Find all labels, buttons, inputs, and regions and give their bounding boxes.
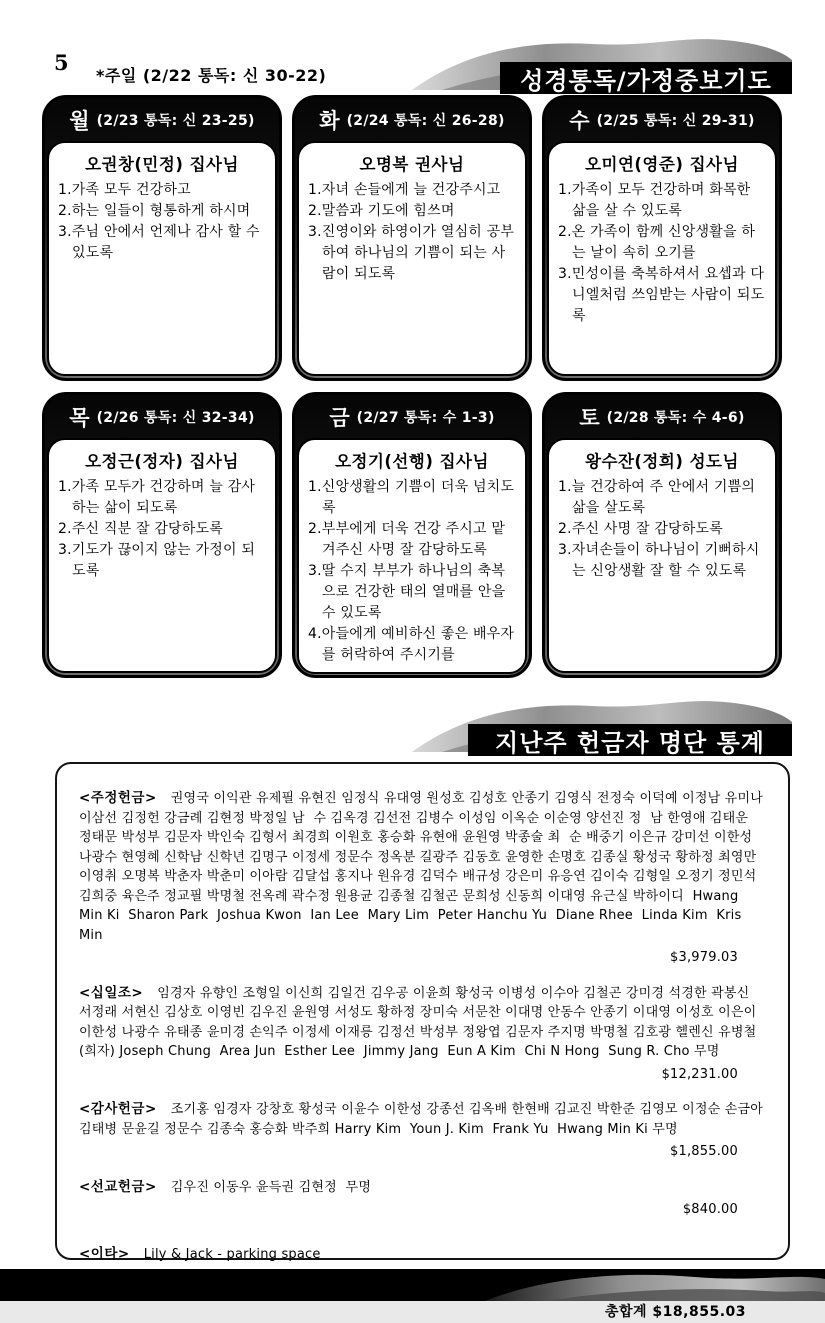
prayer-item: 1.신앙생활의 기쁨이 더욱 넘치도록	[308, 479, 515, 516]
reading-info: (2/27 통독: 수 1-3)	[356, 409, 495, 426]
card-body	[297, 438, 527, 674]
offering-section-tithe	[79, 983, 764, 1085]
prayer-item: 1.자녀 손들에게 늘 건강주시고	[308, 182, 501, 198]
prayer-card-tue	[292, 95, 532, 381]
prayer-card-wed	[542, 95, 782, 381]
reading-info: (2/26 통독: 신 32-34)	[96, 409, 255, 426]
card-body	[547, 438, 777, 673]
person-name: 오권창(민정) 집사님	[85, 155, 239, 174]
card-body	[547, 141, 777, 376]
prayer-item: 3.기도가 끊이지 않는 가정이 되도록	[58, 542, 256, 579]
section-label: <주정헌금>	[79, 790, 157, 806]
names-line	[79, 983, 764, 1062]
prayer-item: 3.주님 안에서 언제나 감사 할 수 있도록	[58, 224, 260, 261]
prayer-card-sat	[542, 392, 782, 678]
banner-title-bible-reading: 성경통독/가정중보기도	[500, 62, 792, 94]
wave-decoration-icon	[485, 1269, 825, 1301]
person-name: 왕수잔(정희) 성도님	[585, 452, 739, 471]
day-label: 목	[69, 405, 90, 430]
offering-section-thanksgiving	[79, 1099, 768, 1162]
prayer-card-thu	[42, 392, 282, 678]
section-amount: $1,855.00	[670, 1144, 738, 1159]
day-label: 수	[569, 108, 590, 133]
offering-total	[79, 1302, 764, 1323]
donor-names: 권영국 이익관 유제필 유현진 임정식 유대영 원성호 김성호 안종기 김영식 전정숙 이덕예 이정남 유미나 이삼선 김정헌 강금례 김현정 박정일 남 수 김옥경 김선전 김병수 이성임 이옥순 이순영 양선진 정 남 한영애 김태운 정태문 박성부 김문자 박인숙 김형서 최경희 이원호 홍승화 유현애 윤원영 박종술 최 순 배중기 이은규 강미선 이한성 나광수 현영혜 신학남 신학년 김명구 이정세 정문수 정옥분 길광주 김동호 윤영한 손명호 김종실 황성국 황하정 최영만 이영취 오명복 박춘자 박춘미 이아람 김달섭 홍지나 원유경 김덕수 배규성 강은미 유응연 김이숙 김형일 오정기 정민석 김희중 육은주 정교필 박명철 전옥례 곽수정 원용균 김종철 김철곤 문희성 신동희 이대영 유근실 박하이디 Hwang Min Ki Sharon Park Joshua Kwon Ian Lee Mary Lim Peter Hanchu Yu Diane Rhee Linda Kim Kris Min	[79, 791, 768, 943]
prayer-cards-grid	[42, 95, 782, 678]
person-name: 오미연(영준) 집사님	[585, 155, 739, 174]
banner-title-offering-report: 지난주 헌금자 명단 통계	[468, 724, 792, 756]
card-header	[45, 395, 279, 438]
card-header	[545, 395, 779, 438]
prayer-item: 3.딸 수지 부부가 하나님의 축복으로 건강한 태의 열매를 안을 수 있도록	[308, 563, 506, 621]
person-name: 오정근(정자) 집사님	[85, 452, 239, 471]
prayer-item: 2.부부에게 더욱 건강 주시고 맡겨주신 사명 잘 감당하도록	[308, 521, 506, 558]
day-label: 토	[579, 405, 600, 430]
names-line	[79, 1099, 768, 1139]
prayer-item: 3.민성이를 축복하셔서 요셉과 다니엘처럼 쓰임받는 사람이 되도록	[558, 266, 765, 324]
names-line	[79, 788, 768, 945]
prayer-item: 2.온 가족이 함께 신앙생활을 하는 날이 속히 오기를	[558, 224, 756, 261]
prayer-item: 2.주신 사명 잘 감당하도록	[558, 521, 723, 537]
sunday-reading-note: *주일 (2/22 통독: 신 30-22)	[96, 66, 327, 85]
person-name: 오정기(선행) 집사님	[335, 452, 489, 471]
section-label: <십일조>	[79, 984, 144, 1001]
reading-info: (2/23 통독: 신 23-25)	[96, 112, 255, 129]
offering-section-mission	[79, 1177, 764, 1220]
prayer-item: 2.말씀과 기도에 힘쓰며	[308, 203, 455, 219]
card-header	[45, 98, 279, 141]
donor-names: Lily & Jack - parking space	[143, 1246, 321, 1262]
reading-info: (2/25 통독: 신 29-31)	[596, 112, 755, 129]
reading-info: (2/24 통독: 신 26-28)	[346, 112, 505, 129]
section-label: <감사헌금>	[79, 1101, 157, 1117]
banner-offering-report	[412, 698, 792, 756]
card-body	[47, 438, 277, 673]
section-label: <이타>	[79, 1245, 130, 1262]
total-label: 총합계	[604, 1303, 648, 1320]
day-label: 금	[329, 405, 350, 430]
prayer-item: 3.자녀손들이 하나님이 기뻐하시는 신앙생활 잘 할 수 있도록	[558, 542, 760, 579]
prayer-item: 1.가족이 모두 건강하며 화목한 삶을 살 수 있도록	[558, 182, 751, 219]
day-label: 월	[69, 108, 90, 133]
person-name: 오명복 권사님	[359, 155, 465, 174]
section-amount: $3,979.03	[670, 950, 738, 965]
names-line	[79, 1244, 764, 1265]
prayer-item: 2.하는 일들이 형통하게 하시며	[58, 203, 251, 219]
prayer-item: 1.가족 모두 건강하고	[58, 182, 191, 198]
donor-names: 임경자 유향인 조형일 이신희 김일건 김우공 이윤희 황성국 이병성 이수아 김철곤 강미경 석경한 곽봉신 서정래 서현신 김상호 이영빈 김우진 윤원영 서성도 황하정 장미숙 서문찬 이대명 안동수 안종기 이대영 이성호 이은이 이한성 나광수 유태종 윤미경 손익주 이정세 이재릉 김정선 박성부 정왕엽 김문자 주지명 박명철 김호광 헬렌신 유병철 (희자) Joseph Chung Area Jun Esther Lee Jimmy Jang Eun A Kim Chi N Hong Sung R. Cho 무명	[79, 985, 761, 1059]
prayer-item: 1.가족 모두가 건강하며 늘 감사하는 삶이 되도록	[58, 479, 256, 516]
card-body	[297, 141, 527, 376]
section-amount: $840.00	[682, 1202, 738, 1217]
offering-section-regular	[79, 788, 768, 968]
donor-names: 김우진 이동우 윤득권 김현정 무명	[170, 1179, 372, 1195]
card-body	[47, 141, 277, 376]
offering-report-box	[55, 762, 790, 1320]
names-line	[79, 1177, 764, 1198]
card-header	[295, 395, 529, 438]
section-amount: $12,231.00	[661, 1066, 738, 1082]
section-label: <선교헌금>	[79, 1178, 157, 1195]
prayer-item: 2.주신 직분 잘 감당하도록	[58, 521, 223, 537]
card-header	[545, 98, 779, 141]
prayer-item: 4.아들에게 예비하신 좋은 배우자를 허락하여 주시기를	[308, 626, 515, 663]
prayer-item: 1.늘 건강하여 주 안에서 기쁨의 삶을 살도록	[558, 479, 756, 516]
page-number: 5	[54, 50, 69, 75]
reading-info: (2/28 통독: 수 4-6)	[606, 409, 745, 426]
donor-names: 조기홍 임경자 강창호 황성국 이윤수 이한성 강종선 김옥배 한현배 김교진 박한준 김영모 이정순 손금아 김태병 문윤길 정문수 김종숙 홍승화 박주희 Harry Kim Youn J. Kim Frank Yu Hwang Min Ki 무명	[79, 1102, 768, 1137]
prayer-item: 3.진영이와 하영이가 열심히 공부하여 하나님의 기쁨이 되는 사람이 되도록	[308, 224, 515, 282]
card-header	[295, 98, 529, 141]
prayer-card-fri	[292, 392, 532, 678]
prayer-card-mon	[42, 95, 282, 381]
footer-bar	[0, 1269, 825, 1301]
total-amount: $18,855.03	[652, 1303, 746, 1320]
banner-bible-reading	[412, 36, 792, 94]
day-label: 화	[319, 108, 340, 133]
